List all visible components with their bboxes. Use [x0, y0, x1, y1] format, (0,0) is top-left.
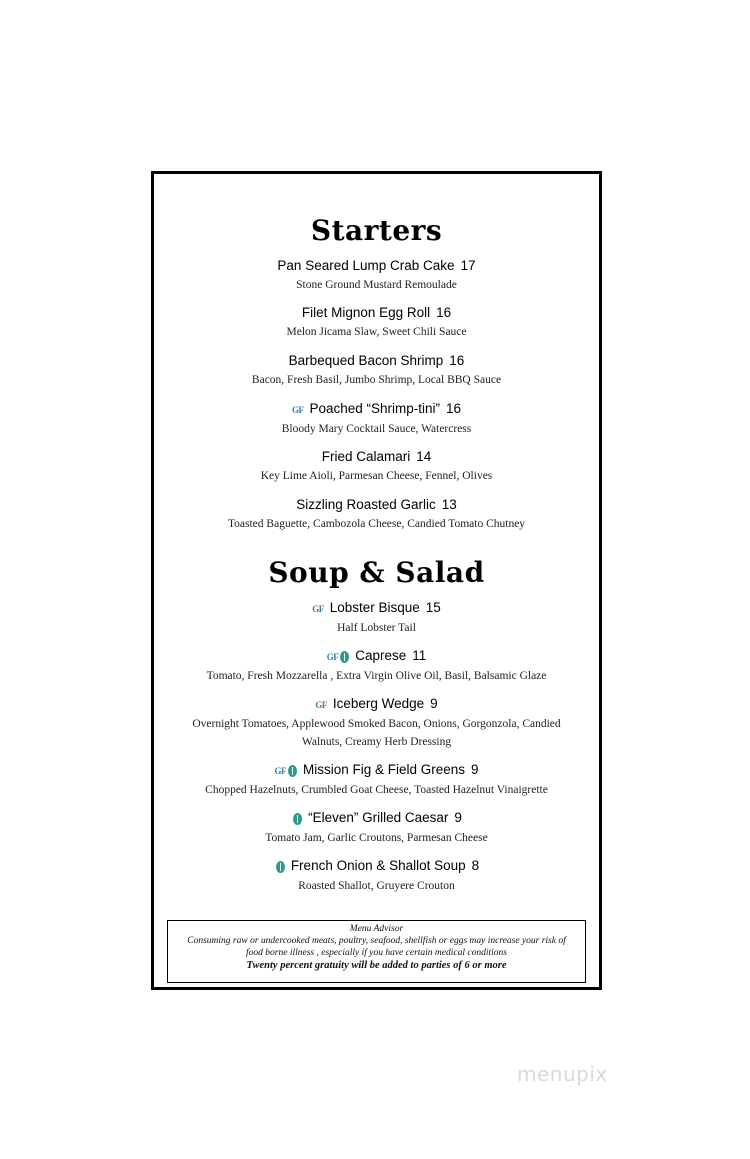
vegetarian-leaf-icon [276, 861, 285, 873]
menu-item [154, 858, 599, 895]
item-price: 9 [471, 762, 479, 777]
item-price: 17 [460, 258, 476, 273]
item-name: Mission Fig & Field Greens [302, 762, 466, 777]
menu-item [154, 305, 599, 341]
gratuity-notice: Twenty percent gratuity will be added to parties of 6 or more [246, 960, 507, 971]
vegetarian-leaf-icon [293, 813, 302, 825]
item-description: Key Lime Aioli, Parmesan Cheese, Fennel, Olives [260, 470, 493, 482]
item-description: Chopped Hazelnuts, Crumbled Goat Cheese, Toasted Hazelnut Vinaigrette [205, 783, 548, 796]
item-price: 9 [430, 696, 438, 711]
menu-item [154, 401, 599, 438]
gluten-free-icon: GF [312, 604, 324, 615]
soup-salad-title: Soup & Salad [268, 556, 485, 589]
starters-title: Starters [310, 214, 443, 247]
advisor-body: Consuming raw or undercooked meats, poultry, seafood, shellfish or eggs may increase your risk of food borne illness , especially if you have certain medical conditions [187, 936, 566, 958]
watermark: menupix [517, 1062, 608, 1086]
menu-item [154, 258, 599, 294]
gluten-free-icon: GF [274, 766, 286, 777]
item-description: Roasted Shallot, Gruyere Crouton [298, 879, 455, 892]
diet-badges [274, 859, 285, 874]
menu-item [154, 600, 599, 637]
gluten-free-icon: GF [315, 700, 327, 711]
item-description: Half Lobster Tail [337, 621, 416, 634]
item-name: Poached “Shrimp-tini” [309, 401, 441, 416]
item-description: Tomato Jam, Garlic Croutons, Parmesan Cheese [265, 831, 488, 844]
item-description: Bacon, Fresh Basil, Jumbo Shrimp, Local BBQ Sauce [251, 374, 502, 386]
menu-item [154, 810, 599, 847]
menu-item [154, 648, 599, 685]
item-name: French Onion & Shallot Soup [290, 858, 466, 873]
item-name: Pan Seared Lump Crab Cake [277, 258, 455, 273]
menu-item [154, 696, 599, 751]
item-name: Caprese [355, 648, 407, 663]
item-name: Fried Calamari [321, 449, 411, 464]
vegetarian-leaf-icon [288, 765, 297, 777]
item-name: Filet Mignon Egg Roll [301, 305, 431, 320]
item-name: Barbequed Bacon Shrimp [288, 353, 444, 368]
item-description: Tomato, Fresh Mozzarella , Extra Virgin Olive Oil, Basil, Balsamic Glaze [206, 669, 547, 682]
menu-page [151, 171, 602, 990]
item-price: 8 [471, 858, 480, 873]
vegetarian-leaf-icon [340, 651, 349, 663]
menu-item [154, 449, 599, 485]
item-price: 9 [454, 810, 462, 825]
menu-advisor-box [167, 920, 586, 983]
item-price: 15 [425, 600, 441, 615]
diet-badges [291, 811, 302, 826]
item-price: 14 [416, 449, 432, 464]
menu-item [154, 497, 599, 533]
diet-badges [292, 402, 304, 417]
item-name: Sizzling Roasted Garlic [296, 497, 436, 512]
item-description: Toasted Baguette, Cambozola Cheese, Candied Tomato Chutney [227, 518, 526, 530]
item-price: 16 [449, 353, 465, 368]
item-description: Melon Jicama Slaw, Sweet Chili Sauce [286, 326, 467, 338]
item-price: 11 [412, 648, 427, 663]
item-price: 16 [446, 401, 462, 416]
gluten-free-icon: GF [291, 405, 304, 416]
item-description: Bloody Mary Cocktail Sauce, Watercress [281, 422, 472, 435]
diet-badges [327, 649, 350, 664]
item-description: Overnight Tomatoes, Applewood Smoked Bacon, Onions, Gorgonzola, Candied Walnuts, Creamy Herb Dressing [192, 717, 561, 748]
item-price: 13 [441, 497, 457, 512]
item-name: Lobster Bisque [329, 600, 420, 615]
item-description: Stone Ground Mustard Remoulade [296, 279, 457, 291]
menu-item [154, 762, 599, 799]
gluten-free-icon: GF [326, 652, 339, 663]
menu-item [154, 353, 599, 389]
item-name: Iceberg Wedge [332, 696, 425, 711]
advisor-title: Menu Advisor [349, 924, 404, 934]
diet-badges [315, 697, 327, 712]
diet-badges [274, 763, 297, 778]
diet-badges [312, 601, 324, 616]
item-price: 16 [436, 305, 452, 320]
item-name: “Eleven” Grilled Caesar [308, 810, 449, 825]
